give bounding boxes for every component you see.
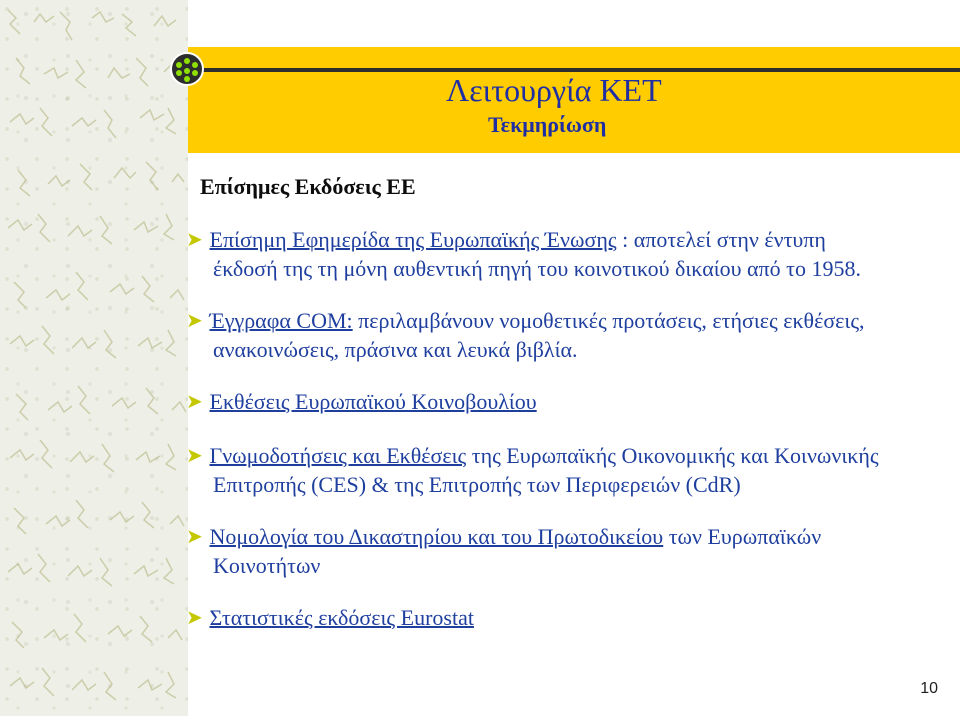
page-subtitle: Τεκμηρίωση: [488, 112, 607, 137]
arrow-bullet-icon: ➤: [186, 391, 203, 413]
dot-4: [176, 70, 182, 76]
dot-5: [184, 68, 190, 74]
list-item-journal: [186, 226, 934, 282]
list-item-first-line: [186, 307, 934, 336]
dot-2: [176, 62, 182, 68]
arrow-bullet-icon: ➤: [186, 445, 203, 467]
arrow-bullet-icon: ➤: [186, 607, 203, 629]
section-heading: Επίσημες Εκδόσεις ΕΕ: [200, 174, 416, 199]
list-item-first-line: [186, 523, 934, 552]
dot-3: [192, 62, 198, 68]
page-number: 10: [920, 680, 938, 697]
opinions-text-after: της Ευρωπαϊκής Οικονομικής και Κοινωνικής: [466, 443, 879, 468]
com-link[interactable]: Έγγραφα COM:: [209, 308, 353, 333]
list-item-parliament: [186, 388, 934, 417]
list-item-eurostat: [186, 604, 934, 633]
list-item-first-line: [186, 388, 934, 417]
com-text-after: περιλαμβάνουν νομοθετικές προτάσεις, ετήσιες εκθέσεις,: [352, 308, 865, 333]
pattern-decoration: [0, 0, 188, 716]
com-continuation: ανακοινώσεις, πράσινα και λευκά βιβλία.: [213, 337, 578, 362]
list-item-opinions: [186, 442, 934, 498]
journal-link[interactable]: Επίσημη Εφημερίδα της Ευρωπαϊκής Ένωσης: [209, 227, 617, 252]
case-law-continuation: Κοινοτήτων: [213, 553, 321, 578]
dot-6: [192, 70, 198, 76]
eurostat-link[interactable]: Στατιστικές εκδόσεις Eurostat: [209, 605, 474, 630]
list-item-first-line: [186, 226, 934, 255]
page-title: Λειτουργία ΚΕΤ: [446, 72, 662, 108]
decorative-dot-icon: [170, 52, 204, 86]
list-item-first-line: [186, 442, 934, 471]
dot-1: [184, 58, 190, 64]
arrow-bullet-icon: ➤: [186, 310, 203, 332]
case-law-link[interactable]: Νομολογία του Δικαστηρίου και του Πρωτοδικείου: [209, 524, 664, 549]
parliament-link[interactable]: Εκθέσεις Ευρωπαϊκού Κοινοβουλίου: [209, 389, 537, 414]
dot-7: [184, 76, 190, 82]
arrow-bullet-icon: ➤: [186, 526, 203, 548]
case-law-text-after: των Ευρωπαϊκών: [663, 524, 822, 549]
opinions-link[interactable]: Γνωμοδοτήσεις και Εκθέσεις: [209, 443, 467, 468]
decorative-left-pattern: [0, 0, 188, 716]
opinions-continuation: Επιτροπής (CES) & της Επιτροπής των Περιφερειών (CdR): [213, 472, 741, 497]
list-item-com: [186, 307, 934, 363]
list-item-case-law: [186, 523, 934, 579]
journal-text-after: : αποτελεί στην έντυπη: [616, 227, 826, 252]
list-item-first-line: [186, 604, 934, 633]
content-list: [186, 226, 934, 633]
arrow-bullet-icon: ➤: [186, 229, 203, 251]
journal-continuation: έκδοσή της τη μόνη αυθεντική πηγή του κοινοτικού δικαίου από το 1958.: [213, 256, 862, 281]
